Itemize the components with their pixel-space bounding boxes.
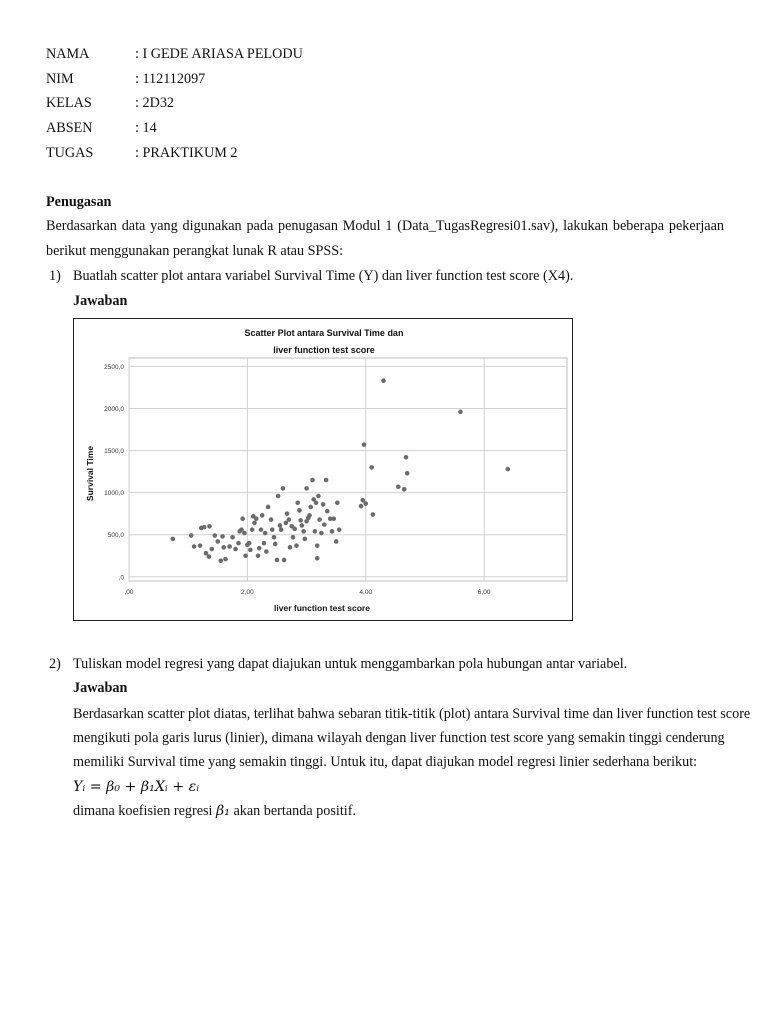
data-point xyxy=(301,529,306,534)
data-point xyxy=(317,517,322,522)
header-value: : 14 xyxy=(135,120,157,136)
data-point xyxy=(307,513,312,518)
header-key: TUGAS xyxy=(46,145,94,161)
data-point xyxy=(248,548,253,553)
data-point xyxy=(282,558,287,563)
data-point xyxy=(291,535,296,540)
data-point xyxy=(257,546,262,551)
data-point xyxy=(292,527,297,532)
y-tick-label: 1500,0 xyxy=(104,448,124,456)
answer-2-line-2: mengikuti pola garis lurus (linier), dimana wilayah dengan liver function test score yang semakin tinggi cenderung xyxy=(73,730,725,746)
data-point xyxy=(259,527,264,532)
data-point xyxy=(335,500,340,505)
data-point xyxy=(313,529,318,534)
data-point xyxy=(330,529,335,534)
data-point xyxy=(310,478,315,483)
data-point xyxy=(263,531,268,536)
data-point xyxy=(302,537,307,542)
header-key: NIM xyxy=(46,71,74,87)
data-point xyxy=(223,557,228,562)
question-1-text: Buatlah scatter plot antara variabel Survival Time (Y) dan liver function test score (X4). xyxy=(73,268,574,284)
data-point xyxy=(304,486,309,491)
data-point xyxy=(324,478,329,483)
chart-title: Scatter Plot antara Survival Time dan xyxy=(244,328,404,338)
data-point xyxy=(252,521,257,526)
data-point xyxy=(334,539,339,544)
data-point xyxy=(264,549,269,554)
data-point xyxy=(256,553,261,558)
data-point xyxy=(285,511,290,516)
data-point xyxy=(278,523,283,528)
data-point xyxy=(233,547,238,552)
header-value: : I GEDE ARIASA PELODU xyxy=(135,46,303,62)
data-point xyxy=(314,500,319,505)
y-tick-label: 2500,0 xyxy=(104,363,124,371)
data-point xyxy=(269,517,274,522)
data-point xyxy=(260,513,265,518)
chart-title: liver function test score xyxy=(273,345,375,355)
data-point xyxy=(213,533,218,538)
data-point xyxy=(458,410,463,415)
data-point xyxy=(359,504,364,509)
data-point xyxy=(266,505,271,510)
section-title: Penugasan xyxy=(46,194,112,210)
scatter-chart-svg xyxy=(74,319,572,620)
answer-1-label: Jawaban xyxy=(73,293,128,309)
question-1-number: 1) xyxy=(49,268,61,284)
y-tick-label: 2000,0 xyxy=(104,405,124,413)
data-point xyxy=(254,516,259,521)
data-point xyxy=(321,502,326,507)
data-point xyxy=(242,531,247,536)
data-point xyxy=(362,442,367,447)
data-point xyxy=(281,486,286,491)
data-point xyxy=(295,500,300,505)
data-point xyxy=(304,519,309,524)
data-point xyxy=(279,527,284,532)
answer-2-line-5 xyxy=(73,801,356,821)
data-point xyxy=(315,556,320,561)
data-point xyxy=(319,531,324,536)
data-point xyxy=(288,545,293,550)
data-point xyxy=(331,516,336,521)
x-tick-label: 6,00 xyxy=(477,589,491,596)
data-point xyxy=(189,533,194,538)
intro-line-1: Berdasarkan data yang digunakan pada penugasan Modul 1 (Data_TugasRegresi01.sav), lakukan beberapa pekerjaan xyxy=(46,218,724,234)
data-point xyxy=(371,512,376,517)
data-point xyxy=(272,535,277,540)
header-value: : PRAKTIKUM 2 xyxy=(135,145,238,161)
data-point xyxy=(325,509,330,514)
y-axis-label: Survival Time xyxy=(85,445,95,502)
beta-1-symbol: β₁ xyxy=(216,803,230,819)
data-point xyxy=(298,518,303,523)
data-point xyxy=(230,535,235,540)
data-point xyxy=(275,558,280,563)
header-value: : 2D32 xyxy=(135,95,175,111)
data-point xyxy=(297,508,302,513)
data-point xyxy=(276,494,281,499)
data-point xyxy=(210,547,215,552)
answer-2-label: Jawaban xyxy=(73,680,128,696)
answer-2-line-1: Berdasarkan scatter plot diatas, terlihat bahwa sebaran titik-titik (plot) antara Survival time dan liver function test score xyxy=(73,706,751,722)
answer-2-line-5-post: akan bertanda positif. xyxy=(229,803,356,819)
data-point xyxy=(300,523,305,528)
answer-2-line-3: memiliki Survival time yang semakin tinggi. Untuk itu, dapat diajukan model regresi linier sederhana berikut: xyxy=(73,754,698,770)
data-point xyxy=(227,544,232,549)
header-value: : 112112097 xyxy=(135,71,206,87)
data-point xyxy=(198,543,203,548)
data-point xyxy=(207,524,212,529)
data-point xyxy=(250,527,255,532)
data-point xyxy=(287,517,292,522)
data-point xyxy=(404,455,409,460)
data-point xyxy=(294,543,299,548)
data-point xyxy=(236,541,241,546)
data-point xyxy=(315,543,320,548)
data-point xyxy=(273,542,278,547)
data-point xyxy=(405,471,410,476)
data-point xyxy=(220,534,225,539)
header-key: ABSEN xyxy=(46,120,93,136)
data-point xyxy=(369,465,374,470)
x-tick-label: 2,00 xyxy=(241,589,254,596)
data-point xyxy=(402,487,407,492)
y-tick-label: 500,0 xyxy=(107,532,124,540)
data-point xyxy=(218,559,223,564)
data-point xyxy=(215,539,220,544)
data-point xyxy=(396,484,401,489)
data-point xyxy=(192,544,197,549)
data-point xyxy=(171,537,176,542)
data-point xyxy=(262,541,267,546)
data-point xyxy=(363,501,368,506)
data-point xyxy=(316,494,321,499)
data-point xyxy=(202,525,207,530)
header-key: KELAS xyxy=(46,95,92,111)
data-point xyxy=(221,545,226,550)
data-point xyxy=(506,467,511,472)
answer-2-line-5-pre: dimana koefisien regresi xyxy=(73,803,217,819)
regression-equation: Yᵢ = β₀ + β₁Xᵢ + εᵢ xyxy=(73,779,200,795)
intro-line-2: berikut menggunakan perangkat lunak R atau SPSS: xyxy=(46,243,344,259)
scatter-chart xyxy=(73,318,573,621)
x-tick-label: ,00 xyxy=(124,589,134,596)
x-tick-label: 4,00 xyxy=(359,589,373,596)
x-axis-label: liver function test score xyxy=(274,603,370,613)
question-2-text: Tuliskan model regresi yang dapat diajukan untuk menggambarkan pola hubungan antar variabel. xyxy=(73,656,628,672)
data-point xyxy=(381,378,386,383)
data-point xyxy=(243,553,248,558)
y-tick-label: ,0 xyxy=(118,574,124,582)
data-point xyxy=(322,522,327,527)
data-point xyxy=(240,516,245,521)
data-point xyxy=(337,527,342,532)
data-point xyxy=(308,505,313,510)
question-2-number: 2) xyxy=(49,656,61,672)
data-point xyxy=(207,554,212,559)
data-point xyxy=(270,527,275,532)
y-tick-label: 1000,0 xyxy=(104,490,124,498)
header-key: NAMA xyxy=(46,46,90,62)
data-point xyxy=(247,541,252,546)
